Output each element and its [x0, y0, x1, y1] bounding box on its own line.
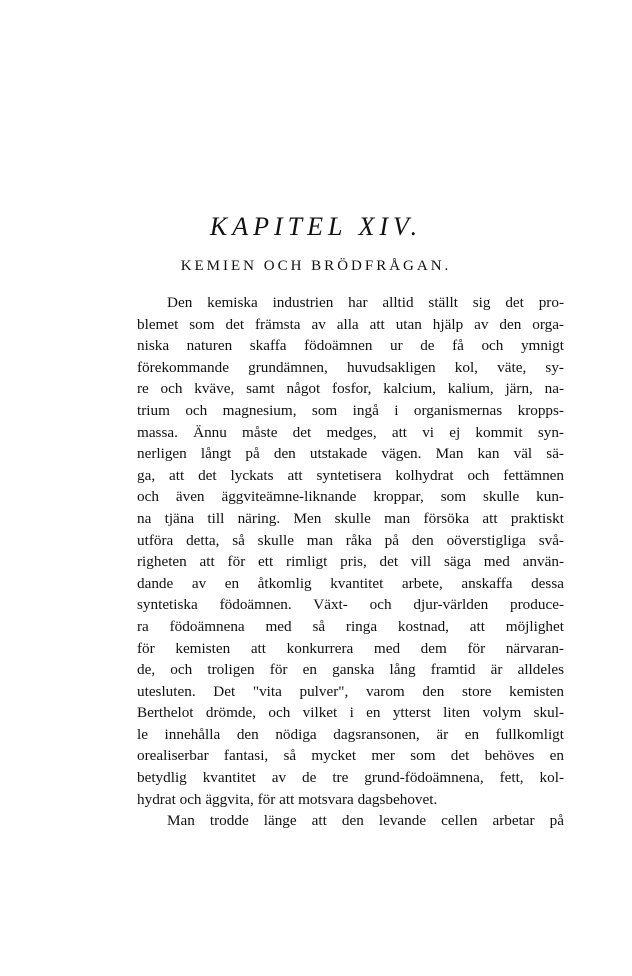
text-line: utesluten. Det "vita pulver", varom den store kemisten — [137, 682, 564, 700]
text-line: de, och troligen för en ganska lång framtid är alldeles — [137, 661, 564, 679]
text-line: nerligen långt på den utstakade vägen. Man kan väl sä- — [137, 445, 564, 463]
text-line: betydlig kvantitet av de tre grund-födoämnena, fett, kol- — [137, 769, 564, 787]
text-line: Man trodde länge att den levande cellen arbetar på — [167, 812, 564, 830]
text-line: blemet som det främsta av alla att utan hjälp av den orga- — [137, 315, 564, 333]
text-line: massa. Ännu måste det medges, att vi ej kommit syn- — [137, 423, 564, 441]
text-line: ra födoämnena med så ringa kostnad, att möjlighet — [137, 617, 564, 635]
text-line: trium och magnesium, som ingå i organismernas kropps- — [137, 401, 564, 419]
text-line: för kemisten att konkurrera med dem för närvaran- — [137, 639, 564, 657]
text-line: ga, att det lyckats att syntetisera kolhydrat och fettämnen — [137, 466, 564, 484]
text-line: och även äggviteämne-liknande kroppar, som skulle kun- — [137, 488, 564, 506]
chapter-title: KAPITEL XIV. — [209, 212, 423, 241]
text-line: righeten att för ett rimligt pris, det vill säga med använ- — [137, 553, 564, 571]
text-line: hydrat och äggvita, för att motsvara dagsbehovet. — [137, 790, 438, 808]
text-line: le innehålla den nödiga dagsransonen, är en fullkomligt — [137, 725, 564, 743]
text-line: syntetiska födoämnen. Växt- och djur-världen produce- — [137, 596, 564, 614]
body-text — [137, 292, 564, 832]
text-line: Den kemiska industrien har alltid ställt sig det pro- — [167, 294, 564, 311]
text-line: niska naturen skaffa födoämnen ur de få och ymnigt — [137, 337, 564, 355]
text-line: dande av en åtkomlig kvantitet arbete, anskaffa dessa — [137, 574, 564, 592]
text-line: utföra detta, så skulle man råka på den oöverstigliga svå- — [137, 531, 564, 549]
chapter-subtitle: KEMIEN OCH BRÖDFRÅGAN. — [180, 258, 452, 274]
text-line: na tjäna till näring. Men skulle man försöka att praktiskt — [137, 509, 564, 527]
text-line: orealiserbar fantasi, så mycket mer som det behöves en — [137, 747, 564, 765]
text-line: förekommande grundämnen, huvudsakligen kol, väte, sy- — [137, 358, 564, 376]
text-line: re och kväve, samt något fosfor, kalcium, kalium, järn, na- — [137, 380, 564, 398]
text-line: Berthelot drömde, och vilket i en ytterst liten volym skul- — [137, 704, 564, 722]
